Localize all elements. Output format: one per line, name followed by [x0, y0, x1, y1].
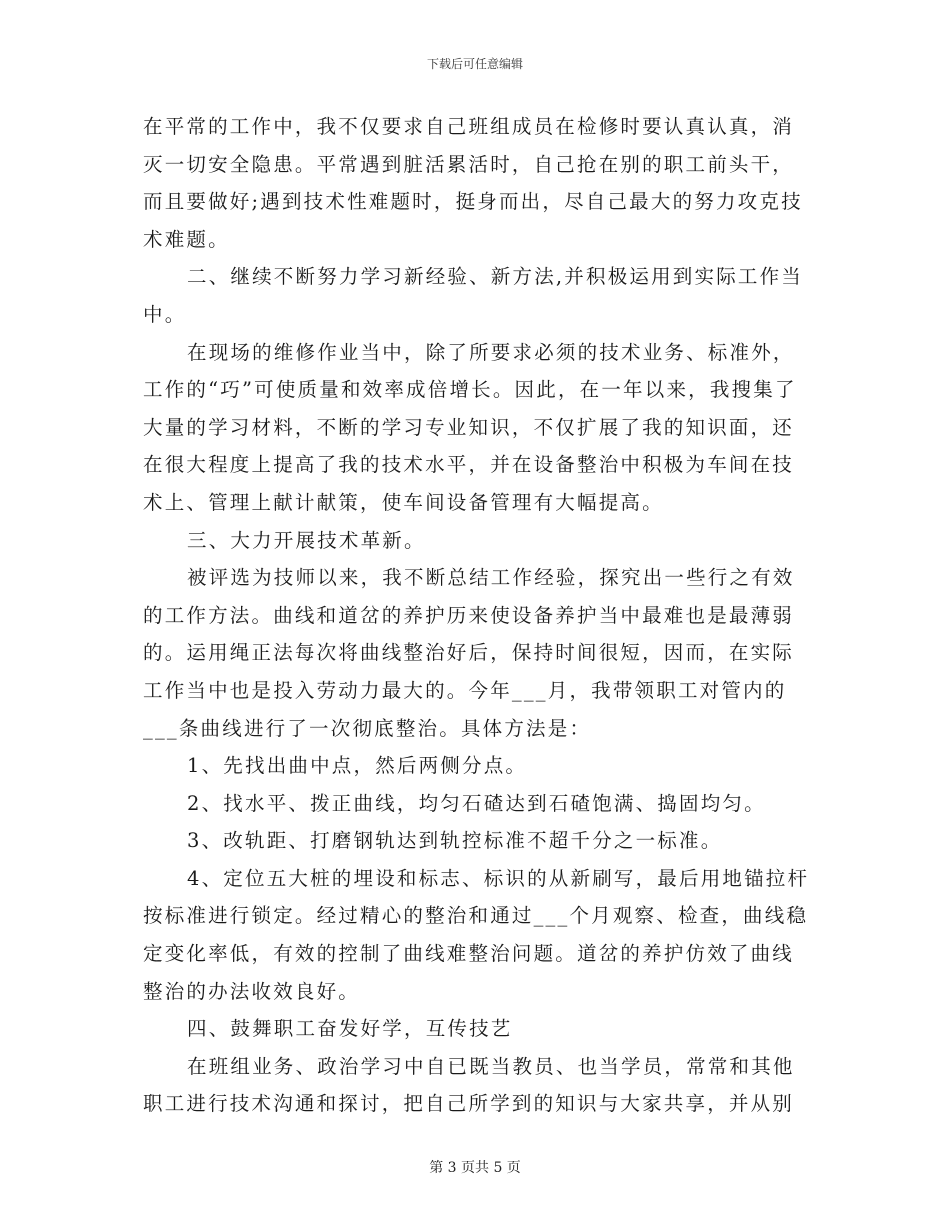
paragraph: 在现场的维修作业当中，除了所要求必须的技术业务、标准外，工作的“巧”可使质量和效率成倍增长。因此，在一年以来，我搜集了大量的学习材料，不断的学习专业知识，不仅扩展了我的知识面，还在很大程度上提高了我的技术水平，并在设备整治中积极为车间在技术上、管理上献计献策，使车间设备管理有大幅提高。	[143, 340, 797, 514]
page-number: 第 3 页共 5 页	[429, 1160, 521, 1176]
paragraph: 3、改轨距、打磨钢轨达到轨控标准不超千分之一标准。	[187, 829, 723, 853]
paragraph: 4、定位五大桩的埋设和标志、标识的从新刷写，最后用地锚拉杆按标准进行锁定。经过精心的整治和通过___个月观察、检查，曲线稳定变化率低，有效的控制了曲线难整治问题。道岔的养护仿效了曲线整治的办法收效良好。	[143, 866, 810, 1003]
paragraph: 1、先找出曲中点，然后两侧分点。	[187, 754, 528, 778]
paragraph: 三、大力开展技术革新。	[187, 528, 426, 552]
paragraph: 2、找水平、拨正曲线，均匀石碴达到石碴饱满、捣固均匀。	[187, 791, 766, 815]
page-header: 下载后可任意编辑	[426, 57, 523, 71]
paragraph: 二、继续不断努力学习新经验、新方法,并积极运用到实际工作当中。	[143, 265, 803, 326]
paragraph: 在平常的工作中，我不仅要求自己班组成员在检修时要认真认真，消灭一切安全隐患。平常遇到脏活累活时，自己抢在别的职工前头干，而且要做好;遇到技术性难题时，挺身而出，尽自己最大的努力攻克技术难题。	[143, 115, 803, 251]
paragraph: 四、鼓舞职工奋发好学，互传技艺	[187, 1017, 513, 1041]
paragraph: 被评选为技师以来，我不断总结工作经验，探究出一些行之有效的工作方法。曲线和道岔的养护历来使设备养护当中最难也是最薄弱的。运用绳正法每次将曲线整治好后，保持时间很短，因而，在实际工作当中也是投入劳动力最大的。今年___月，我带领职工对管内的___条曲线进行了一次彻底整治。具体方法是：	[143, 566, 795, 740]
paragraph: 在班组业务、政治学习中自已既当教员、也当学员，常常和其他职工进行技术沟通和探讨，把自己所学到的知识与大家共享，并从别	[143, 1054, 795, 1116]
document-body	[143, 108, 813, 1123]
